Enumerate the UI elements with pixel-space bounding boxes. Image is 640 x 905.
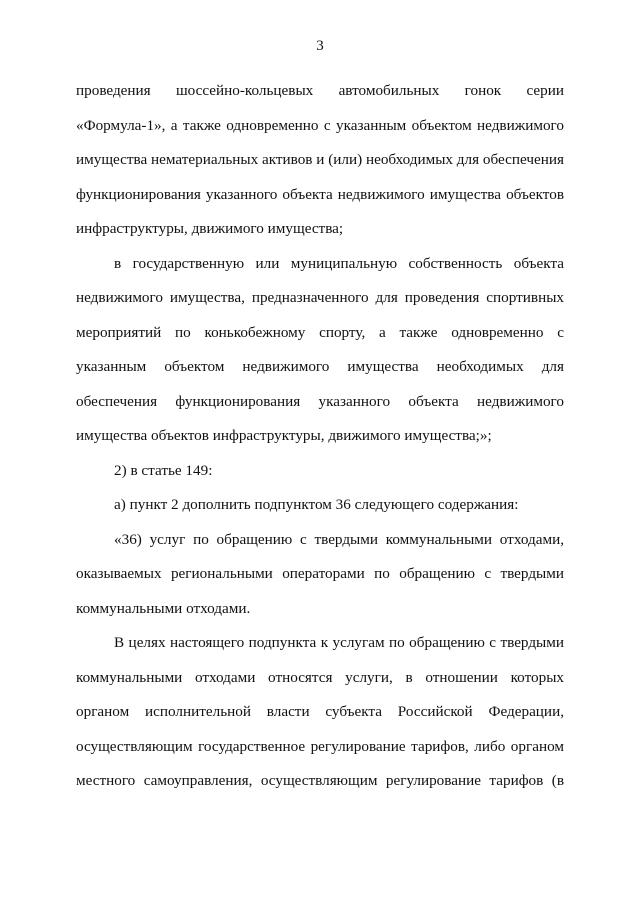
paragraph-6: В целях настоящего подпункта к услугам по обращению с твердыми коммунальными отходами относятся услуги, в отношении которых органом исполнительной власти субъекта Российской Федерации, осуществляющим государственное регулирование тарифов, либо органом местного самоуправления, осуществляющим регулирование тарифов (в bbox=[76, 634, 564, 789]
page-number: 3 bbox=[316, 38, 324, 54]
paragraph-2: в государственную или муниципальную собственность объекта недвижимого имущества, предназначенного для проведения спортивных мероприятий по конькобежному спорту, а также одновременно с указанным объектом недвижимого имущества необходимых для обеспечения функционирования указанного объекта недвижимого имущества объектов инфраструктуры, движимого имущества;»; bbox=[76, 254, 564, 444]
paragraph-1: проведения шоссейно-кольцевых автомобильных гонок серии «Формула-1», а также одновременно с указанным объектом недвижимого имущества нематериальных активов и (или) необходимых для обеспечения функционирования указанного объекта недвижимого имущества объектов инфраструктуры, движимого имущества; bbox=[76, 82, 564, 237]
paragraph-4: а) пункт 2 дополнить подпунктом 36 следующего содержания: bbox=[114, 496, 519, 513]
paragraph-3: 2) в статье 149: bbox=[114, 461, 213, 479]
paragraph-5: «36) услуг по обращению с твердыми коммунальными отходами, оказываемых региональными операторами по обращению с твердыми коммунальными отходами. bbox=[76, 530, 564, 617]
document-body bbox=[76, 74, 564, 799]
